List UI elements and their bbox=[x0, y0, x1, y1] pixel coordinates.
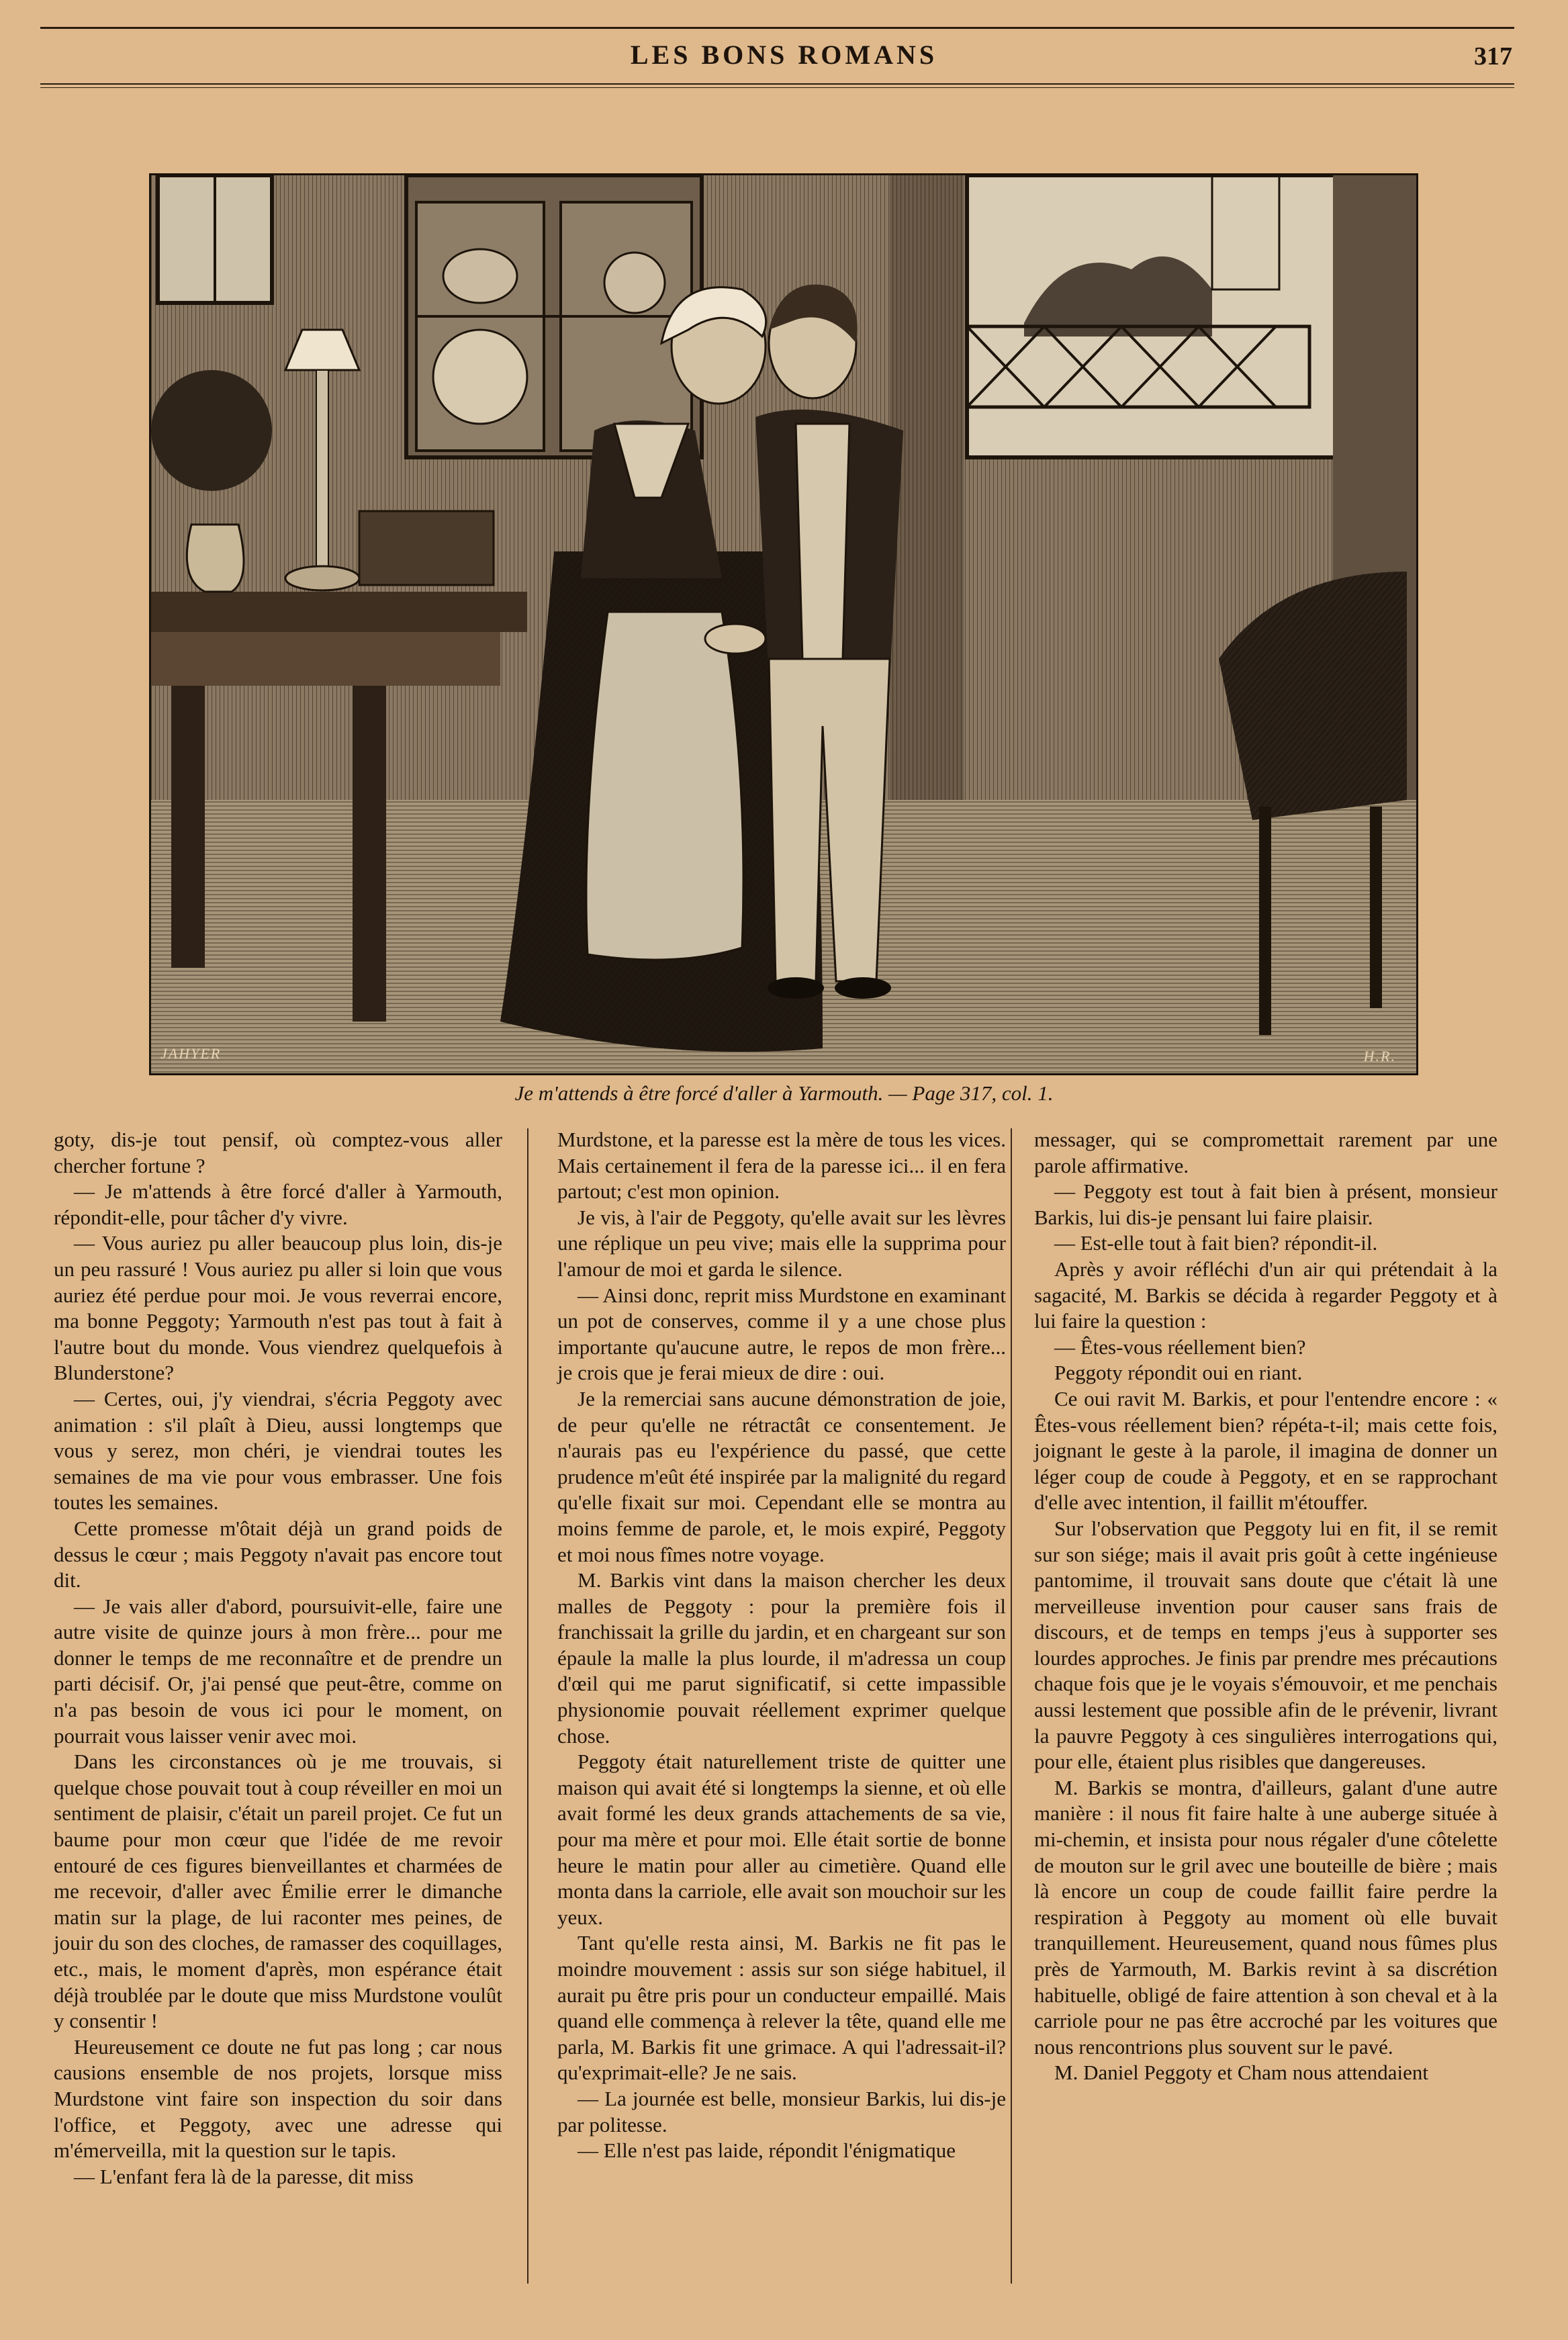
paragraph: Cette promesse m'ôtait déjà un grand poids de dessus le cœur ; mais Peggoty n'avait pas encore tout dit. bbox=[54, 1516, 502, 1592]
paragraph: — Peggoty est tout à fait bien à présent, monsieur Barkis, lui dis-je pensant lui faire plaisir. bbox=[1034, 1179, 1497, 1229]
paragraph: — Vous auriez pu aller beaucoup plus loin, dis-je un peu rassuré ! Vous auriez pu aller si loin que vous auriez été perdue pour moi. Je vous reverrai encore, ma bonne Peggoty; Yarmouth n'est pas tout à fait à l'autre bout du monde. Vous viendrez quelquefois à Blunderstone? bbox=[54, 1231, 502, 1385]
paragraph: Tant qu'elle resta ainsi, M. Barkis ne fit pas le moindre mouvement : assis sur son siége habituel, il aurait pu être pris pour un conducteur empaillé. Mais quand elle commença à relever la tête, quand elle me parla, M. Barkis fit une grimace. A qui l'adressait-il? qu'exprimait-elle? Je ne sais. bbox=[557, 1931, 1006, 2085]
artist-signature: H.R. bbox=[1363, 1048, 1396, 1065]
text-column-2 bbox=[557, 1127, 1006, 2164]
paragraph: Je vis, à l'air de Peggoty, qu'elle avait sur les lèvres une réplique un peu vive; mais elle la supprima pour l'amour de moi et garda le silence. bbox=[557, 1205, 1006, 1281]
engraver-signature: JAHYER bbox=[160, 1045, 222, 1062]
paragraph: M. Barkis se montra, d'ailleurs, galant d'une autre manière : il nous fit faire halte à une auberge située à mi-chemin, et insista pour nous régaler d'une côtelette de mouton sur le gril avec une bouteille de bière ; mais là encore un coup de coude faillit faire perdre la respiration à Peggoty au moment où elle buvait tranquillement. Heureusement, quand nous fûmes plus près de Yarmouth, M. Barkis revint à sa discrétion habituelle, obligé de faire attention à son cheval et à la carriole pour ne pas être accroché par les voitures que nous rencontrions plus souvent sur le pavé. bbox=[1034, 1775, 1497, 2059]
paragraph: M. Daniel Peggoty et Cham nous attendaient bbox=[1054, 2061, 1429, 2085]
column-rule bbox=[527, 1128, 528, 2284]
header-rule bbox=[40, 87, 1514, 88]
paragraph: Ce oui ravit M. Barkis, et pour l'entendre encore : « Êtes-vous réellement bien? répéta-t-il; mais cette fois, joignant le geste à la parole, il imagina de donner un léger coup de coude à Peggoty, et en se rapprochant d'elle avec intention, il faillit m'étouffer. bbox=[1034, 1386, 1497, 1515]
illustration-caption: Je m'attends à être forcé d'aller à Yarmouth. — Page 317, col. 1. bbox=[514, 1081, 1054, 1105]
paragraph: — Elle n'est pas laide, répondit l'énigmatique bbox=[578, 2139, 956, 2163]
paragraph: Dans les circonstances où je me trouvais, si quelque chose pouvait tout à coup réveiller en moi un sentiment de plaisir, c'était un pareil projet. Ce fut un baume pour mon cœur que l'idée de me revoir entouré de ces figures bienveillantes et charmées de me recevoir, d'aller avec Émilie errer le dimanche matin sur la plage, de lui raconter mes peines, de jouir du son des cloches, de ramasser des coquillages, etc., mais, le moment d'après, mon espérance était déjà troublée par le doute que miss Murdstone voulût y consentir ! bbox=[54, 1750, 502, 2033]
paragraph: — Êtes-vous réellement bien? bbox=[1054, 1335, 1306, 1359]
paragraph: goty, dis-je tout pensif, où comptez-vous aller chercher fortune ? bbox=[54, 1128, 502, 1177]
running-title: LES BONS ROMANS bbox=[630, 40, 938, 70]
paragraph: — La journée est belle, monsieur Barkis, lui dis-je par politesse. bbox=[557, 2086, 1006, 2136]
paragraph: Peggoty répondit oui en riant. bbox=[1054, 1361, 1303, 1385]
paragraph: — L'enfant fera là de la paresse, dit miss bbox=[74, 2164, 414, 2188]
paragraph: — Certes, oui, j'y viendrai, s'écria Peggoty avec animation : s'il plaît à Dieu, aussi longtemps que vous y serez, mon chéri, je viendrai toutes les semaines de ma vie pour vous embrasser. Une fois toutes les semaines. bbox=[54, 1386, 502, 1515]
header-rule bbox=[40, 27, 1514, 29]
paragraph: messager, qui se compromettait rarement par une parole affirmative. bbox=[1034, 1128, 1497, 1177]
page-number: 317 bbox=[1474, 42, 1512, 71]
paragraph: Sur l'observation que Peggoty lui en fit, il se remit sur son siége; mais il avait pris goût à cette ingénieuse pantomime, il trouvait sans doute que c'était là une merveilleuse invention pour causer sans frais de discours, et de temps en temps j'eus à supporter ses lourdes approches. Je finis par prendre mes précautions chaque fois que je le voyais s'émouvoir, et me penchais aussi lestement que possible afin de le prévenir, livrant la pauvre Peggoty à ces singulières interrogations qui, pour elle, étaient plus risibles que dangereuses. bbox=[1034, 1516, 1497, 1774]
paragraph: M. Barkis vint dans la maison chercher les deux malles de Peggoty : pour la première fois il franchissait la grille du jardin, et en chargeant sur son épaule la malle la plus lourde, il m'adressa un coup d'œil qui me parut significatif, si cette impassible physionomie pouvait réellement exprimer quelque chose. bbox=[557, 1568, 1006, 1748]
text-column-3 bbox=[1034, 1127, 1497, 2086]
paragraph: — Ainsi donc, reprit miss Murdstone en examinant un pot de conserves, comme il y a une chose plus importante qu'aucune autre, le repos de mon frère... je crois que je ferai mieux de dire : oui. bbox=[557, 1283, 1006, 1385]
header-rule bbox=[40, 83, 1514, 85]
paragraph: — Je m'attends à être forcé d'aller à Yarmouth, répondit-elle, pour tâcher d'y vivre. bbox=[54, 1179, 502, 1229]
paragraph: Après y avoir réfléchi d'un air qui prétendait à la sagacité, M. Barkis se décida à regarder Peggoty et à lui faire la question : bbox=[1034, 1257, 1497, 1333]
engraving-illustration bbox=[149, 173, 1418, 1075]
paragraph: Murdstone, et la paresse est la mère de tous les vices. Mais certainement il fera de la paresse ici... il en fera partout; c'est mon opinion. bbox=[557, 1128, 1006, 1204]
paragraph: — Je vais aller d'abord, poursuivit-elle, faire une autre visite de quinze jours à mon frère... pour me donner le temps de me reconnaître et de prendre un parti décisif. Or, j'ai pensé que peut-être, comme on n'a pas besoin de vous ici pour le moment, on pourrait vous laisser venir avec moi. bbox=[54, 1594, 502, 1748]
text-column-1 bbox=[54, 1127, 502, 2190]
column-rule bbox=[1011, 1128, 1012, 2284]
engraving-scene bbox=[151, 175, 1416, 1073]
paragraph: Je la remerciai sans aucune démonstration de joie, de peur qu'elle ne rétractât ce consentement. Je n'aurais pas eu l'expérience du passé, que cette prudence m'eût été inspirée par la malignité du regard qu'elle fixait sur moi. Cependant elle se montra au moins femme de parole, et, le mois expiré, Peggoty et moi nous fîmes notre voyage. bbox=[557, 1386, 1006, 1566]
paragraph: — Est-elle tout à fait bien? répondit-il. bbox=[1054, 1231, 1378, 1255]
paragraph: Heureusement ce doute ne fut pas long ; car nous causions ensemble de nos projets, lorsque miss Murdstone vint faire son inspection du soir dans l'office, et Peggoty, avec une adresse qui m'émerveilla, mit la question sur le tapis. bbox=[54, 2034, 502, 2163]
paragraph: Peggoty était naturellement triste de quitter une maison qui avait été si longtemps la sienne, et où elle avait formé les deux grands attachements de sa vie, pour ma mère et pour moi. Elle était sortie de bonne heure le matin pour aller au cimetière. Quand elle monta dans la carriole, elle avait son mouchoir sur les yeux. bbox=[557, 1750, 1007, 1929]
